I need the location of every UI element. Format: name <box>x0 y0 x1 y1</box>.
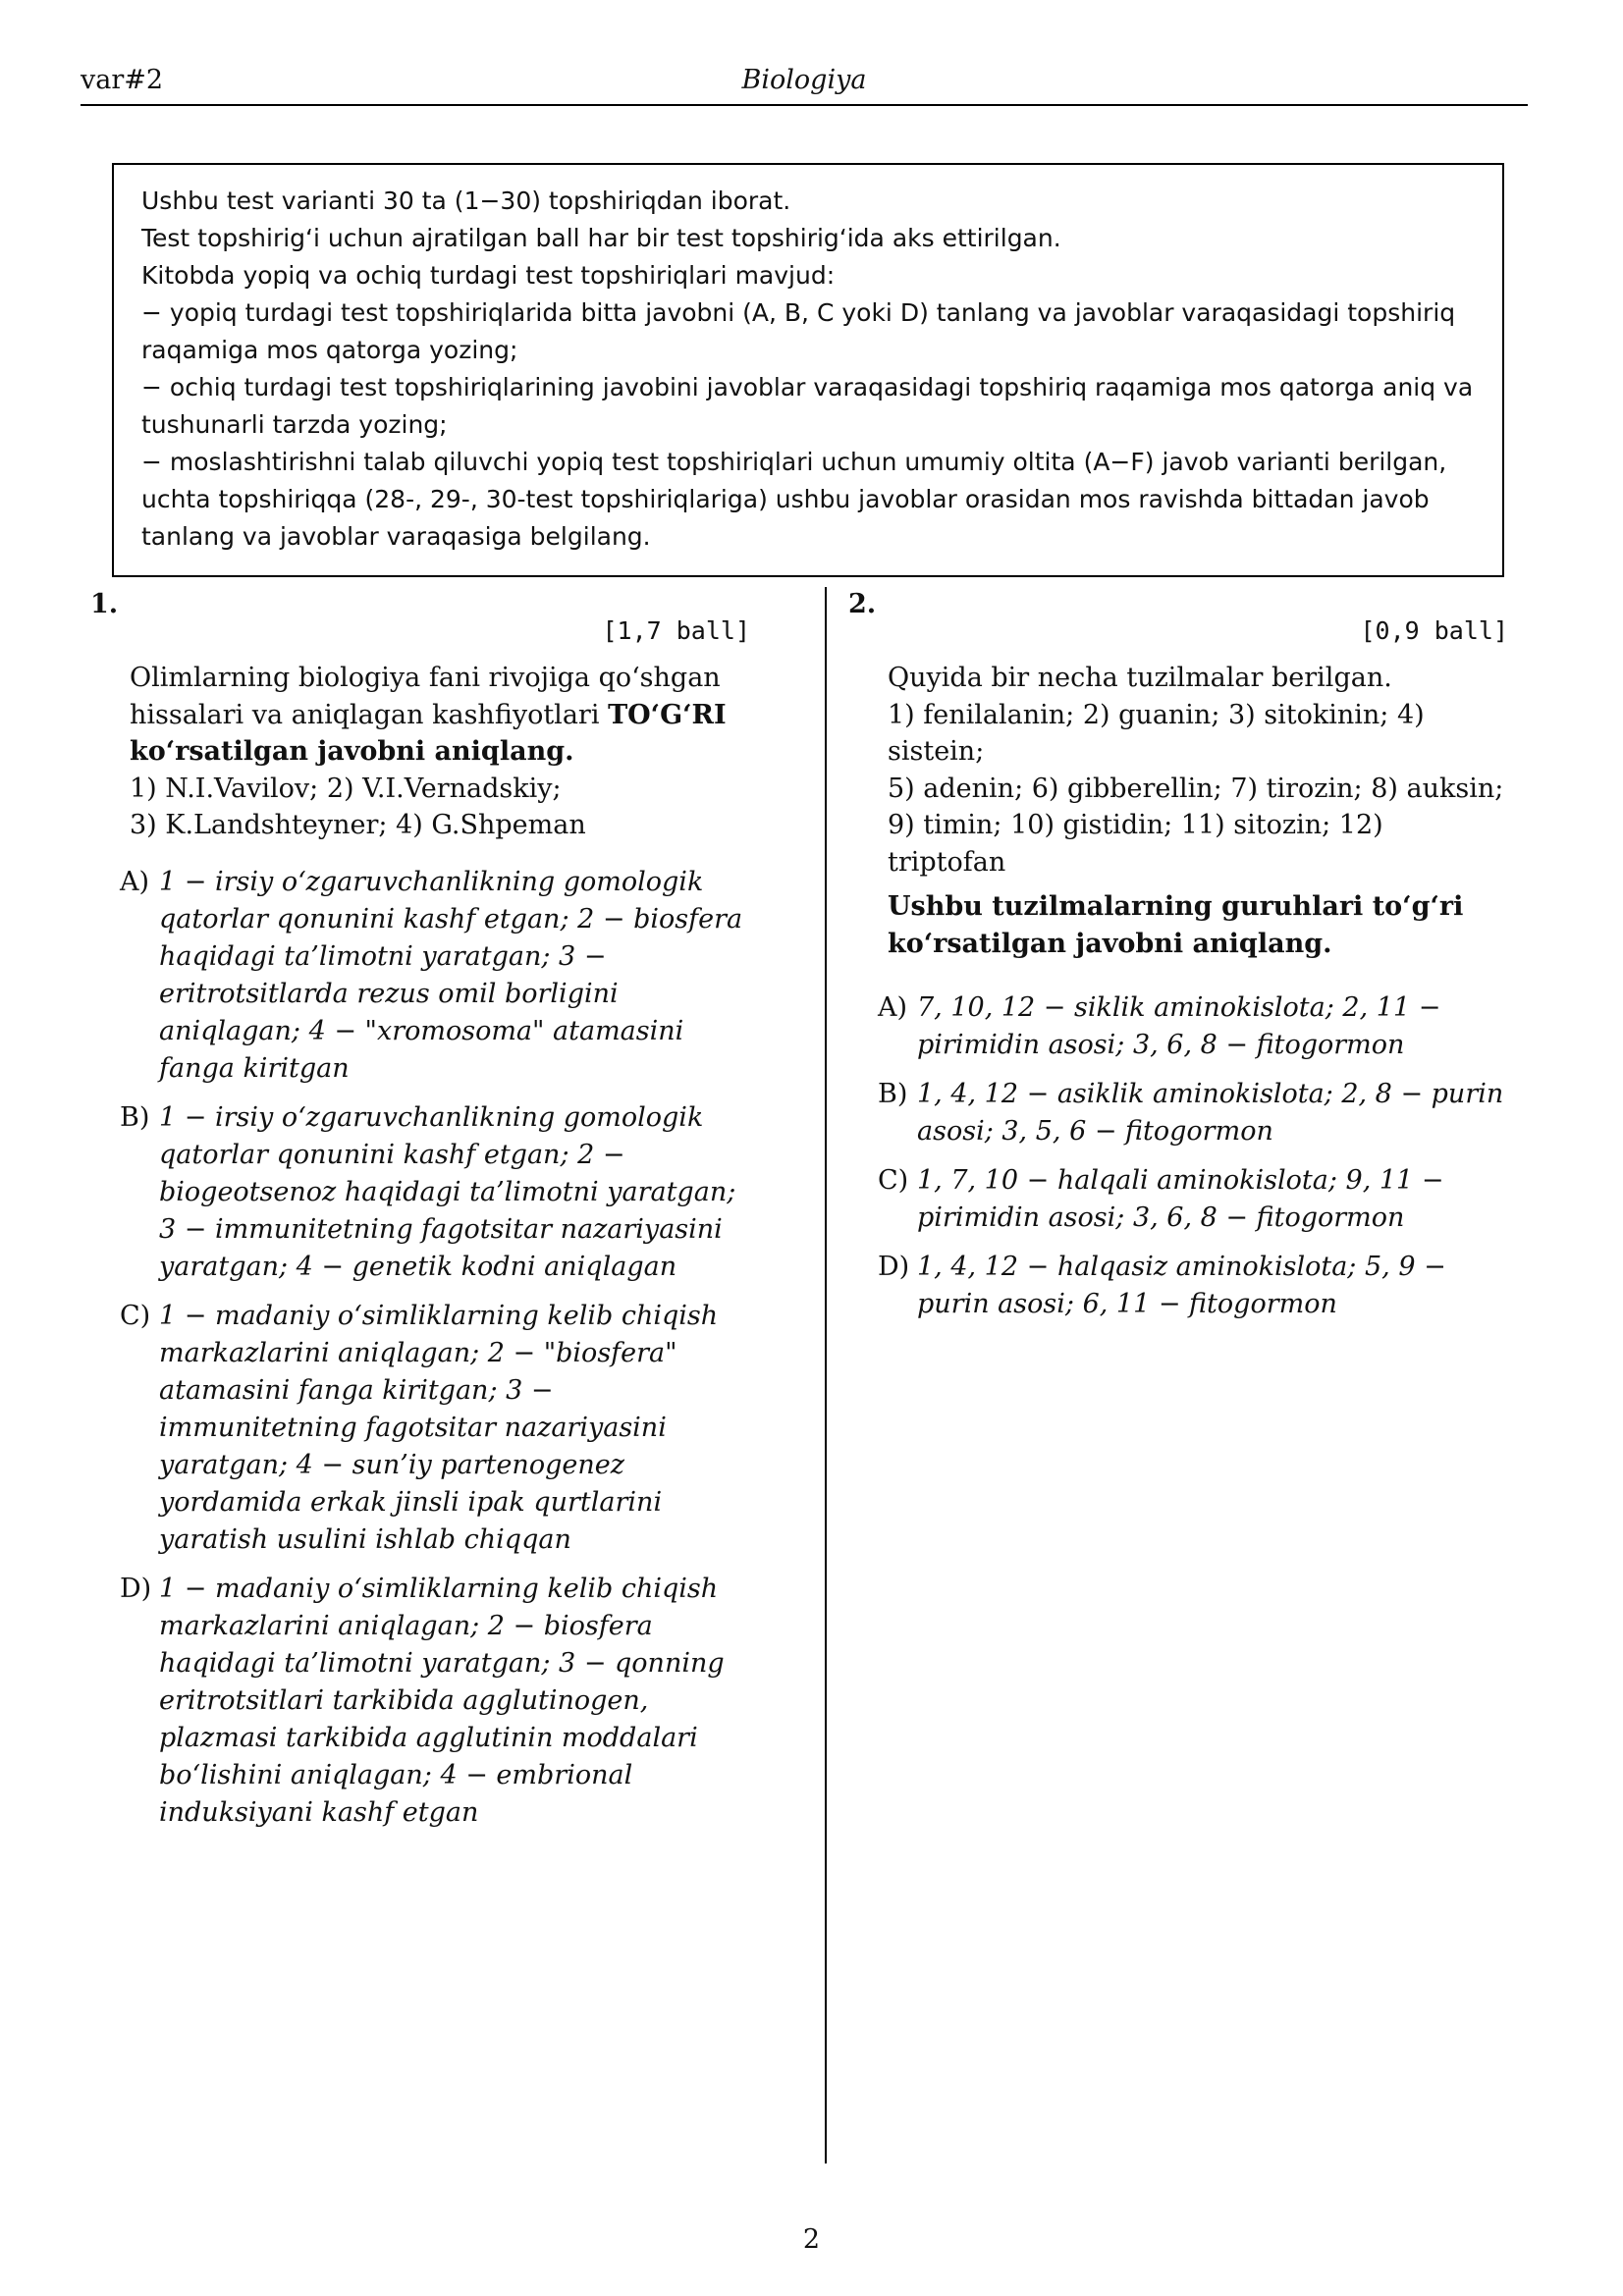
column-divider <box>825 587 827 2163</box>
answer-option-b[interactable] <box>878 1076 1508 1150</box>
instruction-line: − yopiq turdagi test topshiriqlarida bitta javobni (A, B, C yoki D) tanlang va javoblar varaqasidagi topshiriq raqamiga mos qatorga yozing; <box>141 298 1456 364</box>
answer-option-d[interactable] <box>120 1571 750 1832</box>
option-label: C) <box>120 1300 151 1331</box>
page-header <box>81 65 1528 106</box>
page-number: 2 <box>802 2224 821 2255</box>
question-list-line: 3) K.Landshteyner; 4) G.Shpeman <box>130 810 586 840</box>
option-label: B) <box>120 1101 150 1133</box>
answer-option-a[interactable] <box>878 989 1508 1064</box>
question-list-line: 1) N.I.Vavilov; 2) V.I.Vernadskiy; <box>130 773 562 804</box>
subject-title: Biologiya <box>741 65 867 95</box>
option-label: A) <box>878 992 908 1023</box>
stem-emphasis: Ushbu tuzilmalarning guruhlari to‘g‘ri ko‘rsatilgan javobni aniqlang. <box>888 891 1464 959</box>
question-stem: Olimlarning biologiya fani rivojiga qo‘shgan hissalari va aniqlagan kashfiyotlari TO‘G‘RI ko‘rsatilgan javobni aniqlang. <box>130 663 727 767</box>
instruction-line: Test topshirig‘i uchun ajratilgan ball har bir test topshirig‘ida aks ettirilgan. <box>141 224 1061 252</box>
option-label: B) <box>878 1079 908 1109</box>
answer-option-d[interactable] <box>878 1249 1508 1323</box>
answer-option-b[interactable] <box>120 1099 750 1286</box>
question-number: 2. <box>848 589 877 619</box>
question-list-line: 9) timin; 10) gistidin; 11) sitozin; 12) triptofan <box>888 810 1383 878</box>
option-text: 1, 4, 12 − halqasiz aminokislota; 5, 9 − purin asosi; 6, 11 − fitogormon <box>917 1252 1446 1319</box>
answer-option-a[interactable] <box>120 864 750 1088</box>
stem-emphasis: TO‘G‘RI ko‘rsatilgan javobni aniqlang. <box>130 699 727 767</box>
question-number: 1. <box>90 589 119 619</box>
question-list-line: 1) fenilalanin; 2) guanin; 3) sitokinin; 4) sistein; <box>888 699 1425 767</box>
option-text: 7, 10, 12 − siklik aminokislota; 2, 11 − pirimidin asosi; 3, 6, 8 − fitogormon <box>917 992 1441 1060</box>
variant-label: var#2 <box>81 65 164 95</box>
question-list-line: 5) adenin; 6) gibberellin; 7) tirozin; 8) auksin; <box>888 773 1504 804</box>
option-label: A) <box>120 866 150 897</box>
option-text: 1 − madaniy o‘simliklarning kelib chiqish markazlarini aniqlagan; 2 − biosfera haqidagi ta’limotni yaratgan; 3 − qonning eritrotsitlari tarkibida agglutinogen, plazmasi tarkibida agglutinin moddalari bo‘lishini aniqlagan; 4 − embrional induksiyani kashf etgan <box>159 1573 725 1828</box>
answer-options <box>120 864 750 1832</box>
instructions-box <box>112 163 1504 577</box>
instruction-line: − moslashtirishni talab qiluvchi yopiq test topshiriqlari uchun umumiy oltita (A−F) javob varianti berilgan, uchta topshiriqqa (28-, 29-, 30-test topshiriqlariga) ushbu javoblar orasidan mos ravishda bittadan javob tanlang va javoblar varaqasiga belgilang. <box>141 448 1447 551</box>
instruction-line: Ushbu test varianti 30 ta (1−30) topshiriqdan iborat. <box>141 187 791 215</box>
option-label: D) <box>878 1252 910 1282</box>
option-label: D) <box>120 1573 152 1604</box>
question-body <box>120 660 750 1843</box>
answer-option-c[interactable] <box>120 1298 750 1559</box>
option-text: 1, 7, 10 − halqali aminokislota; 9, 11 − pirimidin asosi; 3, 6, 8 − fitogormon <box>917 1165 1444 1233</box>
question-body <box>878 660 1508 1335</box>
option-text: 1 − irsiy o‘zgaruvchanlikning gomologik qatorlar qonunini kashf etgan; 2 − biosfera haqidagi ta’limotni yaratgan; 3 − eritrotsitlarda rezus omil borligini aniqlagan; 4 − "xromosoma" atamasini fanga kiritgan <box>159 866 743 1084</box>
option-text: 1 − irsiy o‘zgaruvchanlikning gomologik qatorlar qonunini kashf etgan; 2 − biogeotsenoz haqidagi ta’limotni yaratgan; 3 − immunitetning fagotsitar nazariyasini yaratgan; 4 − genetik kodni aniqlagan <box>159 1101 736 1282</box>
question-points: [0,9 ball] <box>1360 616 1508 645</box>
option-label: C) <box>878 1165 909 1196</box>
question-stem: Quyida bir necha tuzilmalar berilgan. <box>888 663 1392 693</box>
question-points: [1,7 ball] <box>602 616 750 645</box>
answer-options <box>878 989 1508 1323</box>
answer-option-c[interactable] <box>878 1162 1508 1237</box>
instruction-line: − ochiq turdagi test topshiriqlarining javobini javoblar varaqasidagi topshiriq raqamiga mos qatorga aniq va tushunarli tarzda yozing; <box>141 373 1474 439</box>
option-text: 1, 4, 12 − asiklik aminokislota; 2, 8 − purin asosi; 3, 5, 6 − fitogormon <box>917 1079 1504 1147</box>
instruction-line: Kitobda yopiq va ochiq turdagi test topshiriqlari mavjud: <box>141 261 836 290</box>
option-text: 1 − madaniy o‘simliklarning kelib chiqish markazlarini aniqlagan; 2 − "biosfera" atamasini fanga kiritgan; 3 − immunitetning fagotsitar nazariyasini yaratgan; 4 − sun’iy partenogenez yordamida erkak jinsli ipak qurtlarini yaratish usulini ishlab chiqqan <box>159 1300 719 1555</box>
